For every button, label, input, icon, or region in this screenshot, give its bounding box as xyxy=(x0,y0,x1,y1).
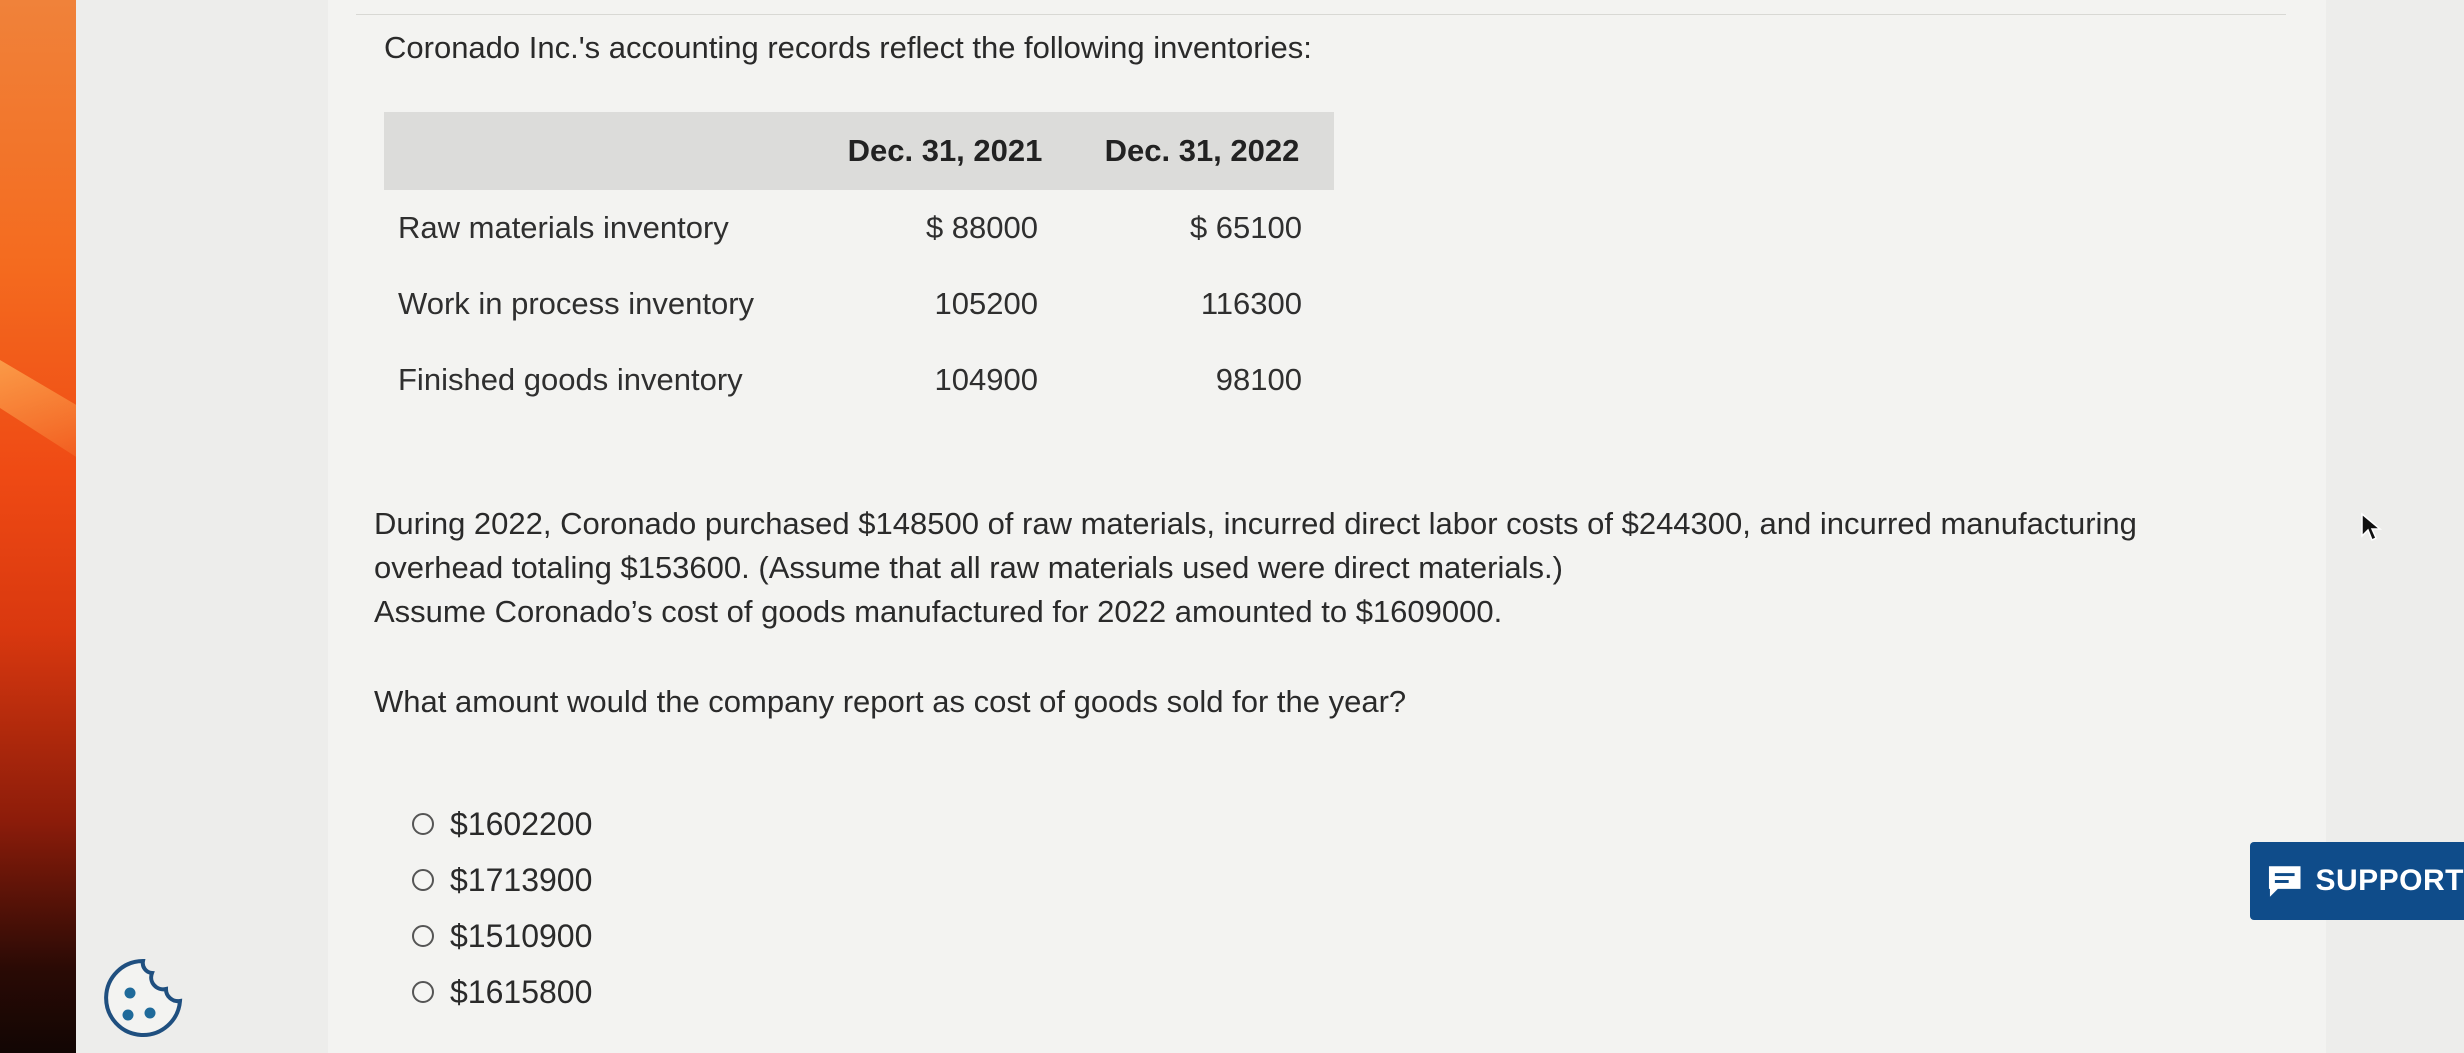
header-blank xyxy=(384,112,820,190)
value-2021: 104900 xyxy=(934,362,1038,397)
value-2021: $ 88000 xyxy=(925,210,1038,245)
question-content xyxy=(328,0,2326,1053)
cookie-icon[interactable] xyxy=(100,955,186,1041)
table-row xyxy=(384,266,1334,342)
answer-option[interactable] xyxy=(412,908,592,964)
row-label: Finished goods inventory xyxy=(398,362,743,397)
radio-button[interactable] xyxy=(412,869,434,891)
page-area xyxy=(76,0,2464,1053)
inventory-table xyxy=(384,112,1334,418)
value-2021: 105200 xyxy=(934,286,1038,321)
table-header-row xyxy=(384,112,1334,190)
answer-options xyxy=(412,796,592,1020)
paragraph-line: During 2022, Coronado purchased $148500 of raw materials, incurred direct labor costs of $244300, and incurred manufacturing xyxy=(374,506,2137,541)
answer-option[interactable] xyxy=(412,796,592,852)
option-label: $1510900 xyxy=(450,917,593,954)
value-2022: $ 65100 xyxy=(1189,210,1302,245)
option-label: $1713900 xyxy=(450,861,593,898)
option-label: $1602200 xyxy=(450,805,593,842)
row-label: Work in process inventory xyxy=(398,286,755,321)
radio-button[interactable] xyxy=(412,813,434,835)
support-button[interactable] xyxy=(2250,842,2464,920)
chat-icon xyxy=(2266,862,2303,900)
row-label: Raw materials inventory xyxy=(398,210,729,245)
answer-option[interactable] xyxy=(412,852,592,908)
paragraph-line: Assume Coronado’s cost of goods manufactured for 2022 amounted to $1609000. xyxy=(374,594,1503,629)
header-dec-2021: Dec. 31, 2021 xyxy=(820,112,1070,190)
mouse-cursor-icon xyxy=(2360,512,2384,542)
option-label: $1615800 xyxy=(450,973,593,1010)
value-2022: 98100 xyxy=(1215,362,1302,397)
divider xyxy=(356,14,2286,15)
table-row xyxy=(384,190,1334,266)
question-paragraph xyxy=(374,502,2254,634)
question-intro: Coronado Inc.'s accounting records reflect the following inventories: xyxy=(384,30,1312,65)
header-dec-2022: Dec. 31, 2022 xyxy=(1070,112,1334,190)
paragraph-line: overhead totaling $153600. (Assume that all raw materials used were direct materials.) xyxy=(374,550,1563,585)
radio-button[interactable] xyxy=(412,925,434,947)
value-2022: 116300 xyxy=(1200,286,1302,321)
answer-option[interactable] xyxy=(412,964,592,1020)
question-prompt: What amount would the company report as cost of goods sold for the year? xyxy=(374,684,1407,719)
radio-button[interactable] xyxy=(412,981,434,1003)
support-label: SUPPORT xyxy=(2315,864,2464,897)
table-row xyxy=(384,342,1334,418)
